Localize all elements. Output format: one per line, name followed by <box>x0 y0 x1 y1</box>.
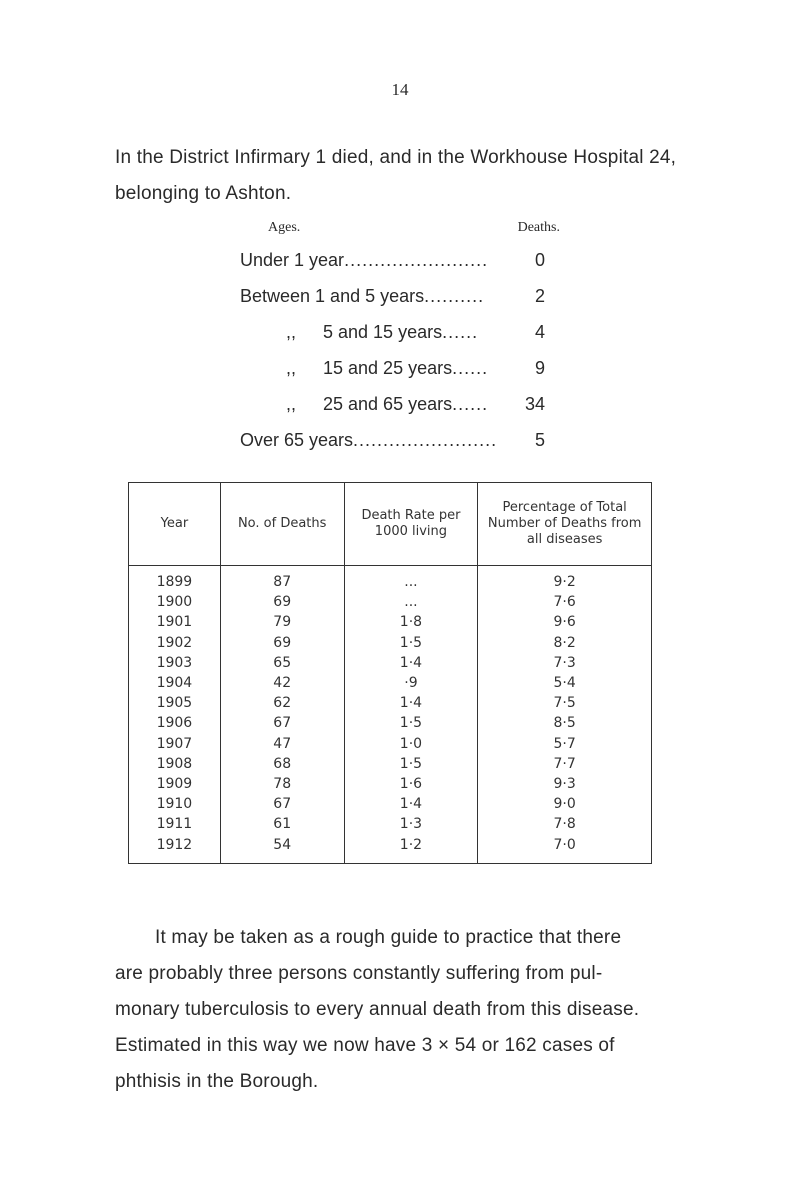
percentage-cell: 9·2 <box>478 566 652 593</box>
rate-cell: 1·8 <box>344 612 478 632</box>
ages-deaths-list <box>210 220 560 458</box>
table-row <box>129 633 652 653</box>
leader-dots: .......... <box>424 286 485 306</box>
ditto-mark: ,, <box>286 358 297 378</box>
percentage-cell: 5·4 <box>478 673 652 693</box>
year-cell: 1900 <box>129 592 221 612</box>
rate-cell: 1·6 <box>344 774 478 794</box>
age-label-text: Between 1 and 5 years <box>240 286 425 306</box>
percentage-cell: 8·2 <box>478 633 652 653</box>
rate-cell: 1·2 <box>344 834 478 863</box>
age-deaths-value: 0 <box>534 250 545 270</box>
deaths-cell: 87 <box>220 566 344 593</box>
table-row <box>129 566 652 593</box>
age-deaths-value: 5 <box>534 430 545 450</box>
rate-cell: ·9 <box>344 673 478 693</box>
age-deaths-value: 4 <box>534 322 545 342</box>
deaths-cell: 78 <box>220 774 344 794</box>
age-label-text: Under 1 year <box>240 250 345 270</box>
percentage-cell: 7·6 <box>478 592 652 612</box>
table-row <box>129 834 652 863</box>
table-row <box>129 794 652 814</box>
percentage-column-header: Percentage of Total Number of Deaths from all diseases <box>478 483 652 566</box>
age-row <box>210 386 560 422</box>
year-cell: 1910 <box>129 794 221 814</box>
age-label-text: Over 65 years <box>240 430 354 450</box>
year-cell: 1902 <box>129 633 221 653</box>
leader-dots: ...... <box>442 322 479 342</box>
deaths-cell: 62 <box>220 693 344 713</box>
deaths-cell: 42 <box>220 673 344 693</box>
percentage-cell: 7·5 <box>478 693 652 713</box>
rate-cell: 1·0 <box>344 734 478 754</box>
rate-cell: 1·4 <box>344 794 478 814</box>
table-row <box>129 774 652 794</box>
rate-cell: 1·4 <box>344 653 478 673</box>
year-cell: 1908 <box>129 754 221 774</box>
year-cell: 1904 <box>129 673 221 693</box>
age-label <box>323 386 488 422</box>
year-cell: 1907 <box>129 734 221 754</box>
age-label <box>240 242 488 278</box>
rate-cell: 1·4 <box>344 693 478 713</box>
age-row <box>210 278 560 314</box>
page-number: 14 <box>391 80 409 99</box>
percentage-cell: 9·3 <box>478 774 652 794</box>
year-cell: 1909 <box>129 774 221 794</box>
leader-dots: ...... <box>452 358 489 378</box>
ages-header: Ages. <box>268 220 301 235</box>
age-row <box>210 350 560 386</box>
intro-paragraph: In the District Infirmary 1 died, and in the Workhouse Hospital 24, belonging to Ashton. <box>115 147 677 204</box>
percentage-cell: 7·7 <box>478 754 652 774</box>
age-label-text: 15 and 25 years <box>323 358 453 378</box>
table-row <box>129 734 652 754</box>
table-row <box>129 653 652 673</box>
percentage-cell: 7·3 <box>478 653 652 673</box>
closing-line: It may be taken as a rough guide to practice that there <box>155 927 622 948</box>
age-label <box>323 314 478 350</box>
deaths-header: Deaths. <box>517 220 560 235</box>
table-header-row <box>129 483 652 566</box>
closing-line: Estimated in this way we now have 3 × 54 or 162 cases of <box>115 1035 615 1056</box>
percentage-cell: 7·8 <box>478 814 652 834</box>
percentage-cell: 9·6 <box>478 612 652 632</box>
deaths-cell: 68 <box>220 754 344 774</box>
rate-cell: 1·5 <box>344 754 478 774</box>
year-column-header: Year <box>129 483 221 566</box>
deaths-cell: 67 <box>220 794 344 814</box>
percentage-cell: 8·5 <box>478 713 652 733</box>
age-row <box>210 242 560 278</box>
yearly-deaths-table <box>128 482 652 864</box>
ditto-mark: ,, <box>286 394 297 414</box>
closing-line: are probably three persons constantly suffering from pul- <box>115 963 603 984</box>
rate-column-header: Death Rate per 1000 living <box>344 483 478 566</box>
table-row <box>129 754 652 774</box>
deaths-cell: 67 <box>220 713 344 733</box>
year-cell: 1906 <box>129 713 221 733</box>
leader-dots: ........................ <box>344 250 489 270</box>
age-label <box>240 278 484 314</box>
table-row <box>129 612 652 632</box>
deaths-cell: 69 <box>220 592 344 612</box>
rate-cell: 1·5 <box>344 713 478 733</box>
percentage-cell: 5·7 <box>478 734 652 754</box>
table-row <box>129 814 652 834</box>
percentage-cell: 7·0 <box>478 834 652 863</box>
age-row <box>210 314 560 350</box>
deaths-cell: 65 <box>220 653 344 673</box>
rate-cell: 1·3 <box>344 814 478 834</box>
year-cell: 1903 <box>129 653 221 673</box>
closing-line: monary tuberculosis to every annual death from this disease. <box>115 999 640 1020</box>
ages-list-header <box>210 220 560 242</box>
year-cell: 1905 <box>129 693 221 713</box>
leader-dots: ...... <box>452 394 489 414</box>
year-cell: 1901 <box>129 612 221 632</box>
percentage-cell: 9·0 <box>478 794 652 814</box>
age-deaths-value: 2 <box>534 286 545 306</box>
deaths-cell: 47 <box>220 734 344 754</box>
closing-paragraph <box>115 920 663 1100</box>
table-row <box>129 713 652 733</box>
deaths-column-header: No. of Deaths <box>220 483 344 566</box>
age-label <box>240 422 497 458</box>
deaths-cell: 61 <box>220 814 344 834</box>
table-row <box>129 673 652 693</box>
age-label-text: 5 and 15 years <box>323 322 443 342</box>
age-label-text: 25 and 65 years <box>323 394 453 414</box>
year-cell: 1911 <box>129 814 221 834</box>
age-deaths-value: 34 <box>524 394 545 414</box>
table-row <box>129 592 652 612</box>
leader-dots: ........................ <box>353 430 498 450</box>
ditto-mark: ,, <box>286 322 297 342</box>
rate-cell: ... <box>344 566 478 593</box>
year-cell: 1912 <box>129 834 221 863</box>
age-row <box>210 422 560 458</box>
rate-cell: 1·5 <box>344 633 478 653</box>
deaths-cell: 54 <box>220 834 344 863</box>
age-label <box>323 350 488 386</box>
deaths-cell: 69 <box>220 633 344 653</box>
year-cell: 1899 <box>129 566 221 593</box>
deaths-cell: 79 <box>220 612 344 632</box>
table-row <box>129 693 652 713</box>
age-deaths-value: 9 <box>534 358 545 378</box>
closing-line: phthisis in the Borough. <box>115 1071 319 1092</box>
rate-cell: ... <box>344 592 478 612</box>
